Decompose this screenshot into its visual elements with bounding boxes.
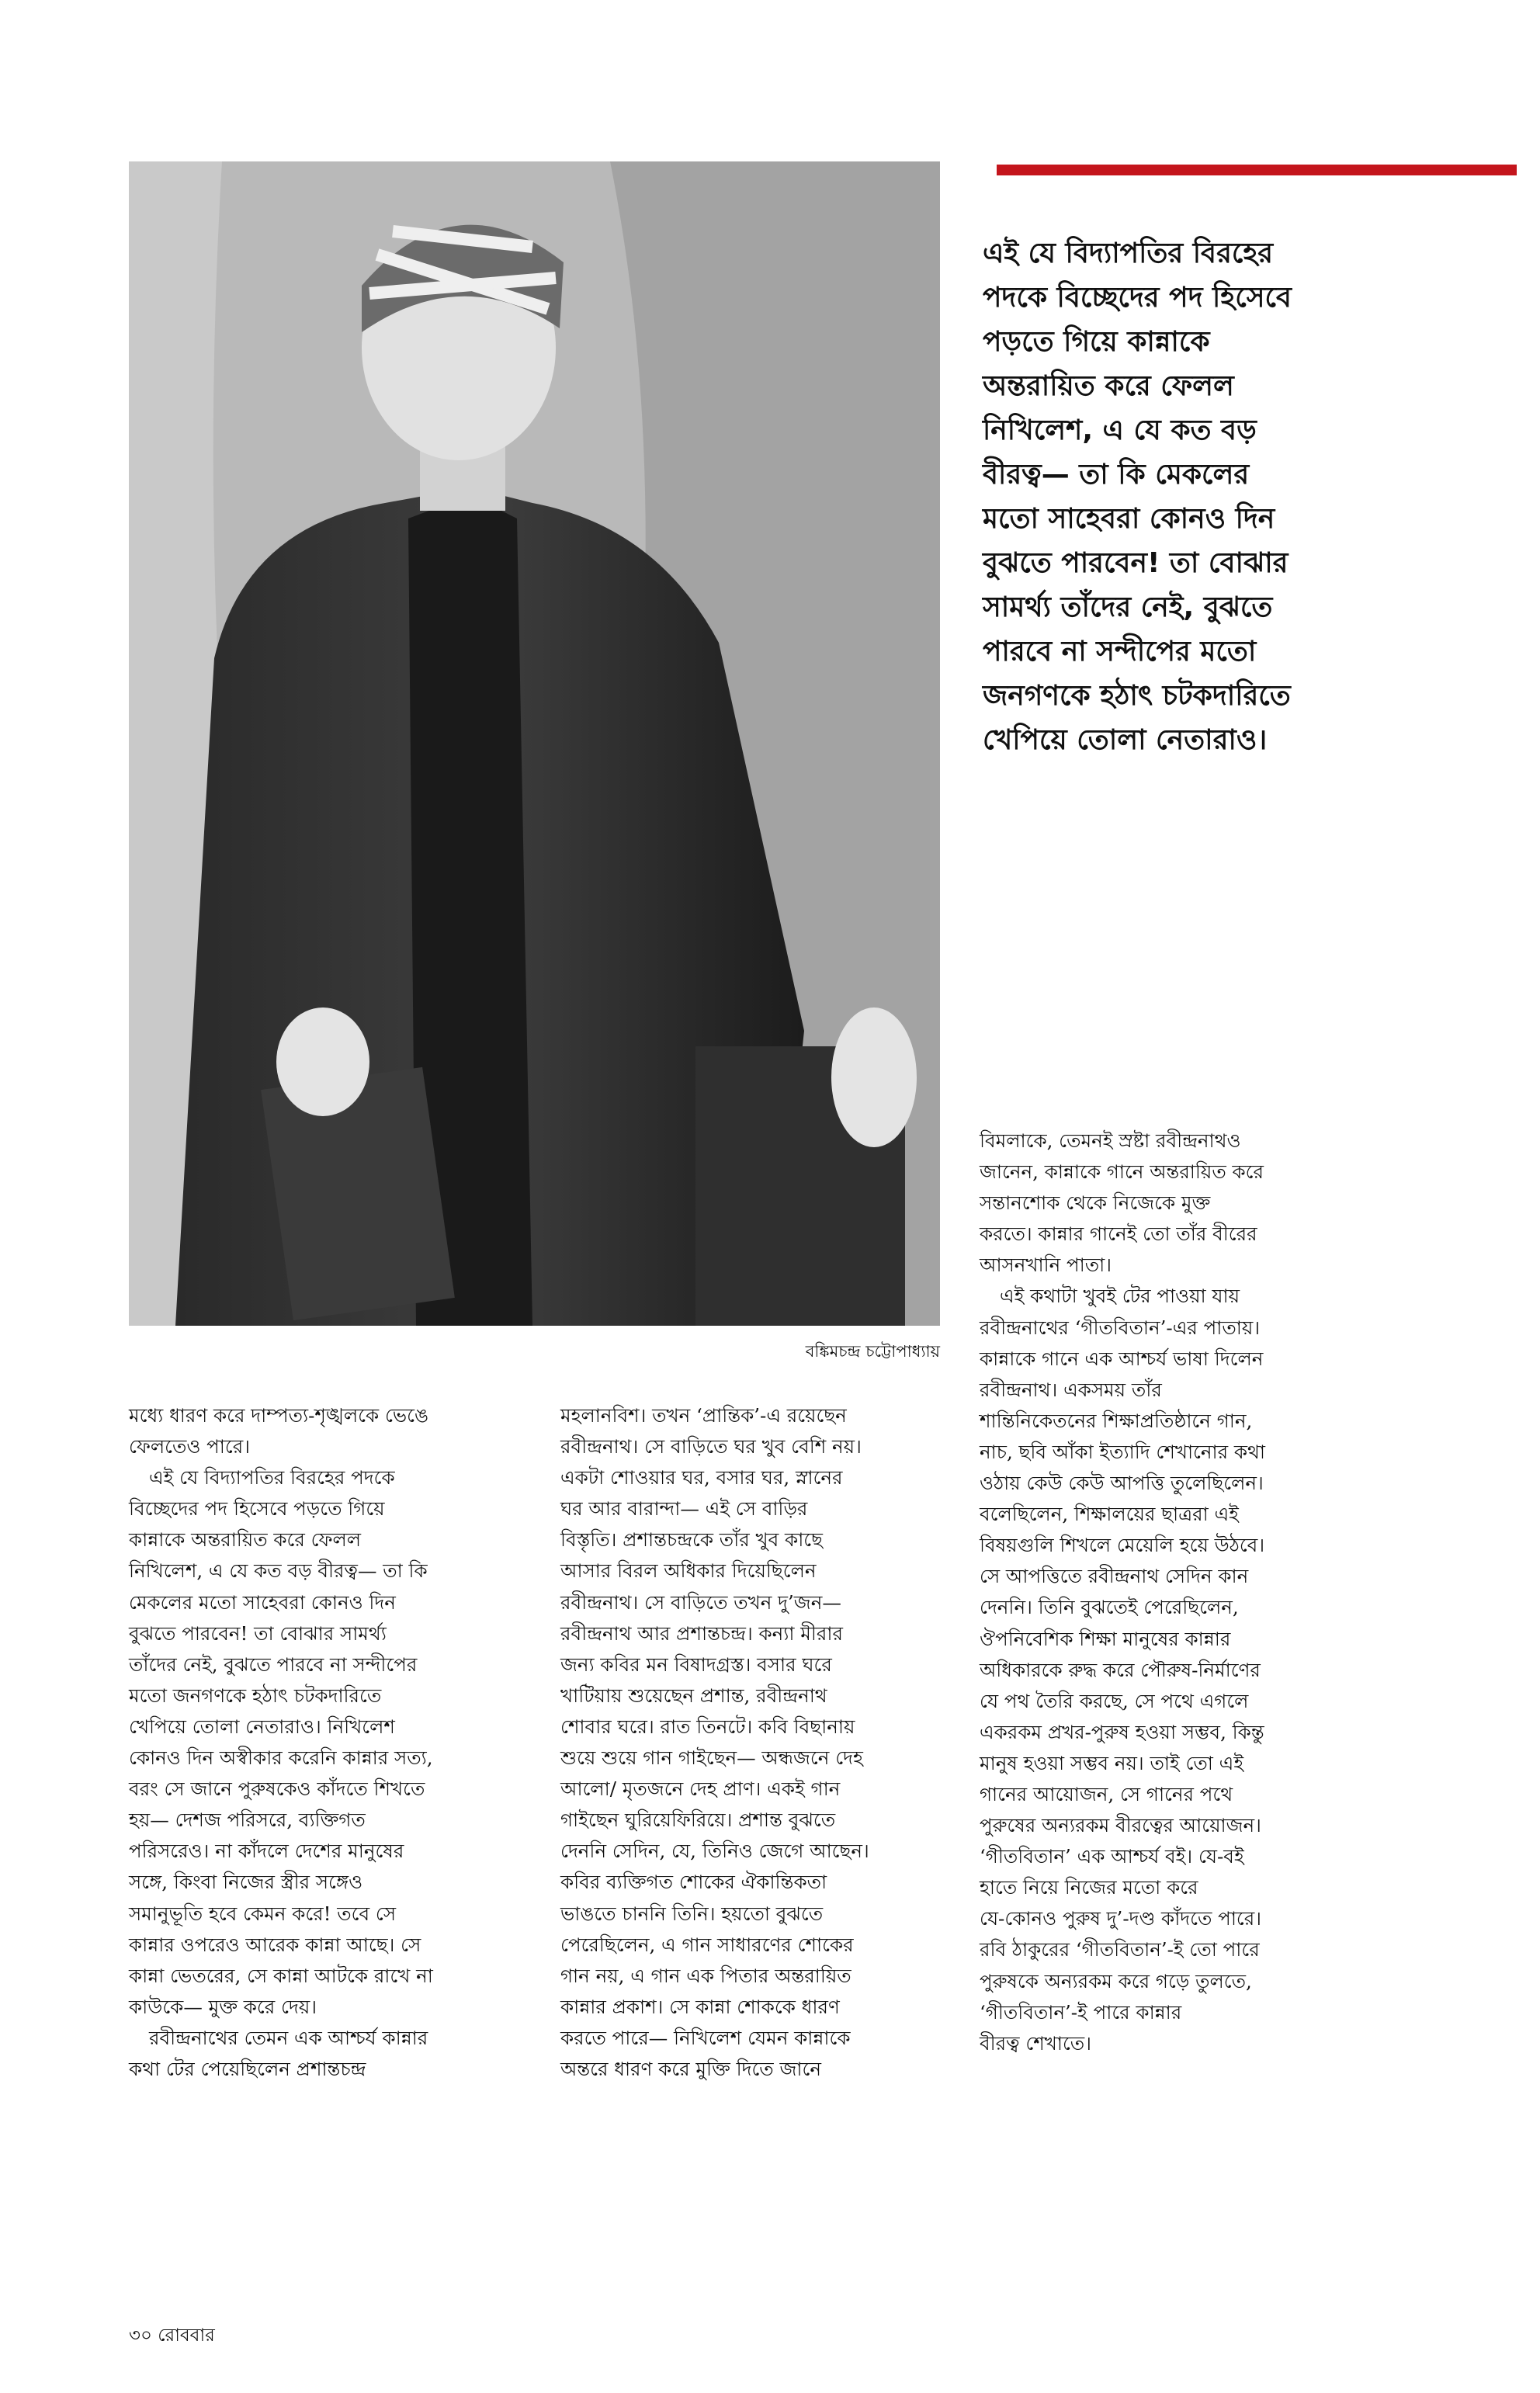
text-line: মধ্যে ধারণ করে দাম্পত্য-শৃঙ্খলকে ভেঙে (129, 1404, 428, 1427)
text-line: হয়— দেশজ পরিসরে, ব্যক্তিগত (129, 1809, 366, 1832)
text-line: ঘর আর বারান্দা— এই সে বাড়ির (560, 1497, 808, 1521)
text-line: পরিসরেও। না কাঁদলে দেশের মানুষের (129, 1840, 404, 1863)
text-line: জানেন, কান্নাকে গানে অন্তরায়িত করে (980, 1160, 1264, 1184)
text-line: যে-কোনও পুরুষ দু’-দণ্ড কাঁদতে পারে। (980, 1907, 1262, 1930)
text-line: খেপিয়ে তোলা নেতারাও। নিখিলেশ (129, 1715, 395, 1738)
text-line: পুরুষকে অন্যরকম করে গড়ে তুলতে, (980, 1969, 1252, 1992)
text-line: একটা শোওয়ার ঘর, বসার ঘর, স্নানের (560, 1466, 843, 1490)
text-line: কান্না ভেতরের, সে কান্না আটকে রাখে না (129, 1964, 433, 1987)
pull-quote-line: অন্তরায়িত করে ফেলল (983, 370, 1234, 402)
portrait-photo (129, 161, 940, 1326)
page-folio: ৩০ রোববার (129, 2325, 215, 2346)
text-line: ‘গীতবিতান’ এক আশ্চর্য বই। যে-বই (980, 1845, 1244, 1868)
text-line: গান নয়, এ গান এক পিতার অন্তরায়িত (560, 1964, 852, 1987)
text-line: সন্তানশোক থেকে নিজেকে মুক্ত (980, 1191, 1211, 1215)
text-line: বিষয়গুলি শিখলে মেয়েলি হয়ে উঠবে। (980, 1534, 1265, 1557)
text-line: আলো/ মৃতজনে দেহ প্রাণ। একই গান (560, 1777, 841, 1801)
text-line: বরং সে জানে পুরুষকেও কাঁদতে শিখতে (129, 1777, 425, 1801)
pull-quote-line: মতো সাহেবরা কোনও দিন (983, 503, 1275, 535)
text-line: মেকলের মতো সাহেবরা কোনও দিন (129, 1590, 396, 1614)
text-line: দেননি সেদিন, যে, তিনিও জেগে আছেন। (560, 1840, 869, 1863)
pull-quote-line: বুঝতে পারবেন! তা বোঝার (983, 547, 1289, 579)
text-line: ভাঙতে চাননি তিনি। হয়তো বুঝতে (560, 1902, 824, 1925)
text-line: পেরেছিলেন, এ গান সাধারণের শোকের (560, 1933, 854, 1956)
text-line: রবীন্দ্রনাথ আর প্রশান্তচন্দ্র। কন্যা মীরার (560, 1621, 843, 1645)
text-line: সমানুভূতি হবে কেমন করে! তবে সে (129, 1902, 397, 1925)
text-line: রবীন্দ্রনাথ। সে বাড়িতে ঘর খুব বেশি নয়। (560, 1435, 862, 1458)
photo-caption: বঙ্কিমচন্দ্র চট্টোপাধ্যায় (805, 1342, 940, 1361)
pull-quote-line: পড়তে গিয়ে কান্নাকে (983, 326, 1210, 358)
text-line: কবির ব্যক্তিগত শোকের ঐকান্তিকতা (560, 1871, 827, 1894)
text-line: রবি ঠাকুরের ‘গীতবিতান’-ই তো পারে (980, 1938, 1260, 1961)
text-line: সঙ্গে, কিংবা নিজের স্ত্রীর সঙ্গেও (129, 1871, 363, 1894)
pull-quote-line: বীরত্ব— তা কি মেকলের (983, 459, 1250, 491)
pull-quote-line: পদকে বিচ্ছেদের পদ হিসেবে (983, 282, 1292, 314)
text-line: বলেছিলেন, শিক্ষালয়ের ছাত্ররা এই (980, 1503, 1239, 1526)
text-line: জন্য কবির মন বিষাদগ্রস্ত। বসার ঘরে (560, 1653, 832, 1676)
text-line: ওঠায় কেউ কেউ আপত্তি তুলেছিলেন। (980, 1472, 1264, 1495)
text-line: আসনখানি পাতা। (980, 1254, 1112, 1277)
text-line: নাচ, ছবি আঁকা ইত্যাদি শেখানোর কথা (980, 1440, 1265, 1463)
text-line: কান্নাকে অন্তরায়িত করে ফেলল (129, 1528, 362, 1552)
text-line: রবীন্দ্রনাথের ‘গীতবিতান’-এর পাতায়। (980, 1316, 1261, 1339)
text-line: সে আপত্তিতে রবীন্দ্রনাথ সেদিন কান (980, 1565, 1249, 1588)
text-line: মতো জনগণকে হঠাৎ চটকদারিতে (129, 1684, 382, 1707)
text-line: ফেলতেও পারে। (129, 1435, 250, 1458)
text-line: কাউকে— মুক্ত করে দেয়। (129, 1995, 317, 2018)
text-line: এই যে বিদ্যাপতির বিরহের পদকে (149, 1466, 395, 1490)
text-line: রবীন্দ্রনাথ। সে বাড়িতে তখন দু’জন— (560, 1590, 841, 1614)
accent-bar (997, 165, 1517, 175)
text-line: রবীন্দ্রনাথের তেমন এক আশ্চর্য কান্নার (149, 2026, 428, 2049)
pull-quote-line: জনগণকে হঠাৎ চটকদারিতে (983, 680, 1291, 712)
text-line: এই কথাটা খুবই টের পাওয়া যায় (1000, 1285, 1240, 1308)
text-line: কান্নার প্রকাশ। সে কান্না শোককে ধারণ (560, 1995, 840, 2018)
text-line: কথা টের পেয়েছিলেন প্রশান্তচন্দ্র (129, 2057, 366, 2080)
text-line: গাইছেন ঘুরিয়েফিরিয়ে। প্রশান্ত বুঝতে (560, 1809, 836, 1832)
text-line: মানুষ হওয়া সম্ভব নয়। তাই তো এই (980, 1751, 1244, 1774)
text-line: যে পথ তৈরি করছে, সে পথে এগলে (980, 1689, 1249, 1712)
text-line: শুয়ে শুয়ে গান গাইছেন— অন্ধজনে দেহ (560, 1746, 863, 1770)
text-line: অন্তরে ধারণ করে মুক্তি দিতে জানে (560, 2057, 821, 2080)
text-line: একরকম প্রখর-পুরুষ হওয়া সম্ভব, কিন্তু (980, 1720, 1264, 1743)
text-line: পুরুষের অন্যরকম বীরত্বের আয়োজন। (980, 1814, 1261, 1837)
text-line: তাঁদের নেই, বুঝতে পারবে না সন্দীপের (129, 1653, 418, 1676)
text-line: শান্তিনিকেতনের শিক্ষাপ্রতিষ্ঠানে গান, (980, 1409, 1253, 1432)
pull-quote-line: এই যে বিদ্যাপতির বিরহের (983, 238, 1274, 269)
pull-quote-line: সামর্থ্য তাঁদের নেই, বুঝতে (983, 591, 1273, 623)
text-line: শোবার ঘরে। রাত তিনটে। কবি বিছানায় (560, 1715, 855, 1738)
pull-quote-line: নিখিলেশ, এ যে কত বড় (983, 414, 1257, 446)
text-line: কান্নার ওপরেও আরেক কান্না আছে। সে (129, 1933, 421, 1956)
text-line: রবীন্দ্রনাথ। একসময় তাঁর (980, 1378, 1162, 1401)
text-line: কান্নাকে গানে এক আশ্চর্য ভাষা দিলেন (980, 1347, 1264, 1370)
text-line: ঔপনিবেশিক শিক্ষা মানুষের কান্নার (980, 1627, 1231, 1650)
text-line: দেননি। তিনি বুঝতেই পেরেছিলেন, (980, 1596, 1239, 1619)
pull-quote (983, 231, 1417, 762)
text-line: বীরত্ব শেখাতে। (980, 2031, 1091, 2055)
text-line: বুঝতে পারবেন! তা বোঝার সামর্থ্য (129, 1621, 387, 1645)
text-line: আসার বিরল অধিকার দিয়েছিলেন (560, 1559, 817, 1583)
text-line: করতে পারে— নিখিলেশ যেমন কান্নাকে (560, 2026, 851, 2049)
text-line: কোনও দিন অস্বীকার করেনি কান্নার সত্য, (129, 1746, 433, 1770)
text-line: বিমলাকে, তেমনই স্রষ্টা রবীন্দ্রনাথও (980, 1129, 1241, 1152)
portrait-illustration (129, 161, 940, 1326)
text-line: করতে। কান্নার গানেই তো তাঁর বীরের (980, 1223, 1257, 1246)
text-line: হাতে নিয়ে নিজের মতো করে (980, 1876, 1198, 1899)
article-column-1 (129, 1400, 501, 2085)
pull-quote-line: পারবে না সন্দীপের মতো (983, 636, 1257, 668)
text-line: বিচ্ছেদের পদ হিসেবে পড়তে গিয়ে (129, 1497, 385, 1521)
text-line: বিস্তৃতি। প্রশান্তচন্দ্রকে তাঁর খুব কাছে (560, 1528, 823, 1552)
article-column-3 (980, 1125, 1414, 2059)
article-column-2 (560, 1400, 949, 2085)
text-line: গানের আয়োজন, সে গানের পথে (980, 1782, 1233, 1805)
pull-quote-line: খেপিয়ে তোলা নেতারাও। (983, 724, 1268, 756)
text-line: অধিকারকে রুদ্ধ করে পৌরুষ-নির্মাণের (980, 1658, 1261, 1681)
text-line: নিখিলেশ, এ যে কত বড় বীরত্ব— তা কি (129, 1559, 428, 1583)
text-line: মহলানবিশ। তখন ‘প্রান্তিক’-এ রয়েছেন (560, 1404, 847, 1427)
text-line: ‘গীতবিতান’-ই পারে কান্নার (980, 2000, 1182, 2024)
text-line: খাটিয়ায় শুয়েছেন প্রশান্ত, রবীন্দ্রনাথ (560, 1684, 827, 1707)
